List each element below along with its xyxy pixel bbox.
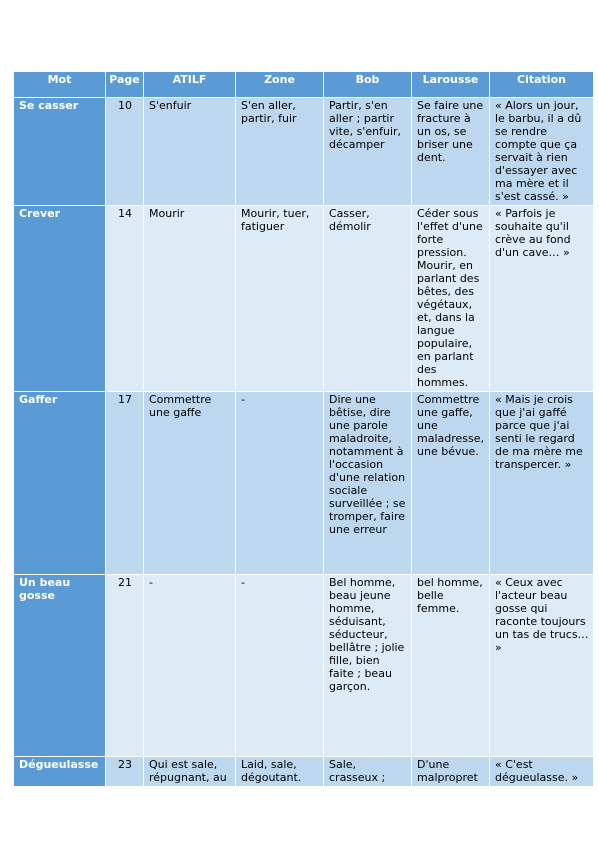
cell-atilf: - — [144, 575, 236, 757]
table-row — [14, 575, 594, 757]
cell-zone: Laid, sale, dégoutant. — [236, 757, 324, 787]
header-larousse: Larousse — [412, 72, 490, 98]
cell-page: 23 — [106, 757, 144, 787]
cell-zone: S'en aller, partir, fuir — [236, 98, 324, 206]
cell-larousse: Se faire une fracture à un os, se briser une dent. — [412, 98, 490, 206]
cell-bob: Casser, démolir — [324, 206, 412, 392]
cell-page: 21 — [106, 575, 144, 757]
header-atilf: ATILF — [144, 72, 236, 98]
cell-citation: « C'est dégueulasse. » — [490, 757, 594, 787]
cell-atilf: Mourir — [144, 206, 236, 392]
cell-atilf: Qui est sale, répugnant, au — [144, 757, 236, 787]
cell-mot: Crever — [14, 206, 106, 392]
cell-page: 17 — [106, 392, 144, 575]
header-citation: Citation — [490, 72, 594, 98]
header-bob: Bob — [324, 72, 412, 98]
cell-larousse: D'une malpropret — [412, 757, 490, 787]
cell-zone: - — [236, 575, 324, 757]
cell-citation: « Mais je crois que j'ai gaffé parce que j'ai senti le regard de ma mère me transpercer. » — [490, 392, 594, 575]
cell-larousse: Commettre une gaffe, une maladresse, une bévue. — [412, 392, 490, 575]
table-row — [14, 392, 594, 575]
header-zone: Zone — [236, 72, 324, 98]
cell-bob: Dire une bêtise, dire une parole maladroite, notamment à l'occasion d'une relation sociale surveillée ; se tromper, faire une erreur — [324, 392, 412, 575]
header-mot: Mot — [14, 72, 106, 98]
cell-bob: Sale, crasseux ; — [324, 757, 412, 787]
cell-bob: Partir, s'en aller ; partir vite, s'enfuir, décamper — [324, 98, 412, 206]
table-row — [14, 757, 594, 787]
header-row — [14, 72, 594, 98]
cell-mot: Dégueulasse — [14, 757, 106, 787]
cell-citation: « Alors un jour, le barbu, il a dû se rendre compte que ça servait à rien d'essayer avec ma mère et il s'est cassé. » — [490, 98, 594, 206]
cell-zone: - — [236, 392, 324, 575]
table-row — [14, 206, 594, 392]
cell-mot: Se casser — [14, 98, 106, 206]
cell-citation: « Parfois je souhaite qu'il crève au fond d'un cave… » — [490, 206, 594, 392]
cell-page: 14 — [106, 206, 144, 392]
cell-atilf: S'enfuir — [144, 98, 236, 206]
cell-atilf: Commettre une gaffe — [144, 392, 236, 575]
cell-zone: Mourir, tuer, fatiguer — [236, 206, 324, 392]
cell-page: 10 — [106, 98, 144, 206]
cell-larousse: Céder sous l'effet d'une forte pression. Mourir, en parlant des bêtes, des végétaux, et, dans la langue populaire, en parlant des hommes. — [412, 206, 490, 392]
vocabulary-table — [13, 71, 594, 787]
cell-mot: Un beau gosse — [14, 575, 106, 757]
cell-citation: « Ceux avec l'acteur beau gosse qui raconte toujours un tas de trucs… » — [490, 575, 594, 757]
cell-mot: Gaffer — [14, 392, 106, 575]
cell-larousse: bel homme, belle femme. — [412, 575, 490, 757]
header-page: Page — [106, 72, 144, 98]
table-row — [14, 98, 594, 206]
cell-bob: Bel homme, beau jeune homme, séduisant, séducteur, bellâtre ; jolie fille, bien faite ; beau garçon. — [324, 575, 412, 757]
